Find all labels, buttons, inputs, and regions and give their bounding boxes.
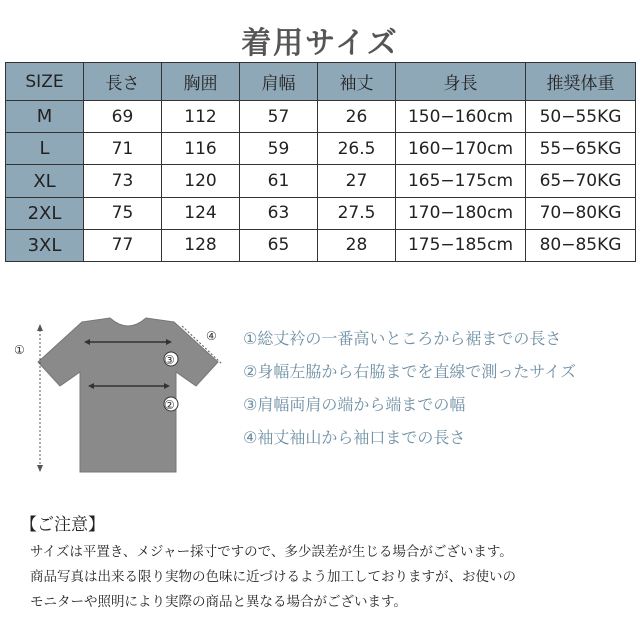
table-cell: 124 xyxy=(162,197,240,229)
table-row xyxy=(6,229,636,261)
table-cell: 116 xyxy=(162,133,240,165)
table-cell: 59 xyxy=(240,133,318,165)
caution-title: 【ご注意】 xyxy=(20,515,105,535)
table-cell: 80−85KG xyxy=(526,229,636,261)
table-cell: 63 xyxy=(240,197,318,229)
header-cell: 袖丈 xyxy=(318,63,396,101)
measurement-notes xyxy=(243,322,576,454)
caution-text xyxy=(30,540,516,615)
size-cell: XL xyxy=(6,165,84,197)
table-cell: 65−70KG xyxy=(526,165,636,197)
table-cell: 160−170cm xyxy=(396,133,526,165)
note-sleeve-length: ④袖丈袖山から袖口までの長さ xyxy=(243,428,466,447)
table-cell: 77 xyxy=(84,229,162,261)
table-cell: 26.5 xyxy=(318,133,396,165)
table-cell: 26 xyxy=(318,101,396,133)
table-row xyxy=(6,197,636,229)
table-cell: 175−185cm xyxy=(396,229,526,261)
table-header-row xyxy=(6,63,636,101)
caution-line: モニターや照明により実際の商品と異なる場合がございます。 xyxy=(30,594,407,610)
table-cell: 27 xyxy=(318,165,396,197)
tshirt-shape xyxy=(38,318,218,472)
size-table xyxy=(5,62,636,262)
table-row xyxy=(6,165,636,197)
size-cell: M xyxy=(6,101,84,133)
arrow-head-icon xyxy=(37,465,43,472)
table-cell: 27.5 xyxy=(318,197,396,229)
page-title: 着用サイズ xyxy=(241,26,399,61)
arrow-head-icon xyxy=(37,324,43,331)
header-cell: 肩幅 xyxy=(240,63,318,101)
table-cell: 120 xyxy=(162,165,240,197)
caution-line: 商品写真は出来る限り実物の色味に近づけるよう加工しておりますが、お使いの xyxy=(30,569,516,585)
size-cell: L xyxy=(6,133,84,165)
tshirt-diagram xyxy=(10,312,235,482)
size-cell: 3XL xyxy=(6,229,84,261)
header-cell: 推奨体重 xyxy=(526,63,636,101)
diagram-label-4: ④ xyxy=(206,329,217,343)
table-cell: 57 xyxy=(240,101,318,133)
header-cell: 胸囲 xyxy=(162,63,240,101)
table-row xyxy=(6,133,636,165)
table-cell: 73 xyxy=(84,165,162,197)
diagram-label-1: ① xyxy=(14,343,25,357)
table-cell: 28 xyxy=(318,229,396,261)
table-cell: 50−55KG xyxy=(526,101,636,133)
table-cell: 170−180cm xyxy=(396,197,526,229)
table-row xyxy=(6,101,636,133)
table-cell: 112 xyxy=(162,101,240,133)
caution-line: サイズは平置き、メジャー採寸ですので、多少誤差が生じる場合がございます。 xyxy=(30,544,513,560)
size-cell: 2XL xyxy=(6,197,84,229)
note-total-length: ①総丈衿の一番高いところから裾までの長さ xyxy=(243,329,562,348)
header-cell: 身長 xyxy=(396,63,526,101)
table-cell: 61 xyxy=(240,165,318,197)
header-cell: SIZE xyxy=(6,63,84,101)
diagram-label-2: ② xyxy=(164,398,175,412)
table-cell: 75 xyxy=(84,197,162,229)
table-cell: 150−160cm xyxy=(396,101,526,133)
header-cell: 長さ xyxy=(84,63,162,101)
diagram-label-3: ③ xyxy=(164,353,175,367)
table-cell: 70−80KG xyxy=(526,197,636,229)
table-cell: 55−65KG xyxy=(526,133,636,165)
table-cell: 128 xyxy=(162,229,240,261)
table-cell: 165−175cm xyxy=(396,165,526,197)
note-chest-width: ②身幅左脇から右脇までを直線で測ったサイズ xyxy=(243,362,577,381)
table-cell: 69 xyxy=(84,101,162,133)
table-cell: 71 xyxy=(84,133,162,165)
table-cell: 65 xyxy=(240,229,318,261)
note-shoulder-width: ③肩幅両肩の端から端までの幅 xyxy=(243,395,466,414)
